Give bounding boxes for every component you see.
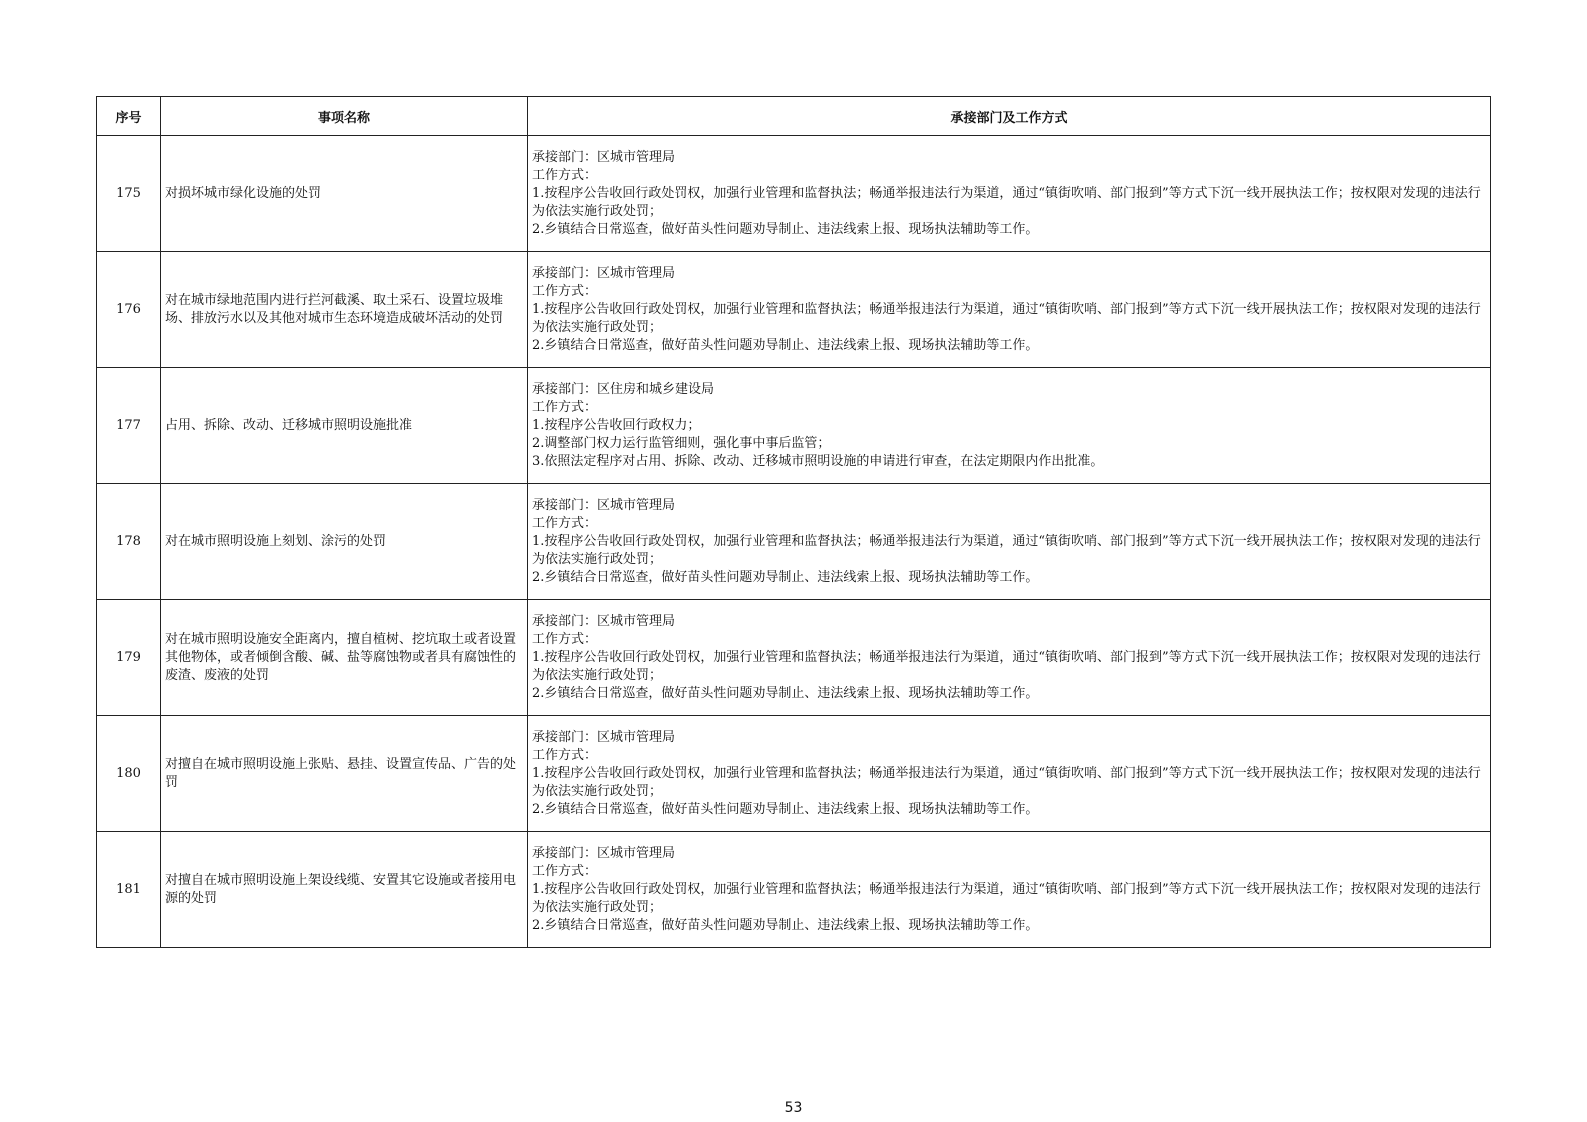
row-dept-method xyxy=(528,136,1491,252)
row-item-name: 对在城市照明设施安全距离内，擅自植树、挖坑取土或者设置其他物体，或者倾倒含酸、碱、盐等腐蚀物或者具有腐蚀性的废渣、废液的处罚 xyxy=(161,600,528,716)
detail-line: 2.乡镇结合日常巡查，做好苗头性问题劝导制止、违法线索上报、现场执法辅助等工作。 xyxy=(532,801,1039,817)
row-dept-method xyxy=(528,484,1491,600)
row-seq: 181 xyxy=(97,832,161,948)
table-row xyxy=(97,484,1491,600)
detail-line: 1.按程序公告收回行政处罚权，加强行业管理和监督执法；畅通举报违法行为渠道，通过“镇街吹哨、部门报到”等方式下沉一线开展执法工作；按权限对发现的违法行为依法实施行政处罚； xyxy=(532,533,1481,567)
detail-line: 1.按程序公告收回行政处罚权，加强行业管理和监督执法；畅通举报违法行为渠道，通过“镇街吹哨、部门报到”等方式下沉一线开展执法工作；按权限对发现的违法行为依法实施行政处罚； xyxy=(532,881,1481,915)
table-row xyxy=(97,832,1491,948)
row-seq: 176 xyxy=(97,252,161,368)
detail-line: 工作方式： xyxy=(532,747,598,763)
row-item-name: 对擅自在城市照明设施上张贴、悬挂、设置宣传品、广告的处罚 xyxy=(161,716,528,832)
detail-line: 2.乡镇结合日常巡查，做好苗头性问题劝导制止、违法线索上报、现场执法辅助等工作。 xyxy=(532,917,1039,933)
table-row xyxy=(97,136,1491,252)
detail-line: 1.按程序公告收回行政处罚权，加强行业管理和监督执法；畅通举报违法行为渠道，通过“镇街吹哨、部门报到”等方式下沉一线开展执法工作；按权限对发现的违法行为依法实施行政处罚； xyxy=(532,301,1481,335)
detail-line: 1.按程序公告收回行政处罚权，加强行业管理和监督执法；畅通举报违法行为渠道，通过“镇街吹哨、部门报到”等方式下沉一线开展执法工作；按权限对发现的违法行为依法实施行政处罚； xyxy=(532,185,1481,219)
detail-line: 2.乡镇结合日常巡查，做好苗头性问题劝导制止、违法线索上报、现场执法辅助等工作。 xyxy=(532,685,1039,701)
detail-line: 承接部门：区城市管理局 xyxy=(532,613,676,629)
row-dept-method xyxy=(528,252,1491,368)
detail-line: 2.乡镇结合日常巡查，做好苗头性问题劝导制止、违法线索上报、现场执法辅助等工作。 xyxy=(532,337,1039,353)
row-item-name: 对在城市照明设施上刻划、涂污的处罚 xyxy=(161,484,528,600)
header-dept-method: 承接部门及工作方式 xyxy=(528,97,1491,136)
row-dept-method xyxy=(528,368,1491,484)
detail-line: 工作方式： xyxy=(532,863,598,879)
header-item-name: 事项名称 xyxy=(161,97,528,136)
detail-line: 工作方式： xyxy=(532,283,598,299)
row-item-name: 占用、拆除、改动、迁移城市照明设施批准 xyxy=(161,368,528,484)
table-header-row xyxy=(97,97,1491,136)
row-item-name: 对损坏城市绿化设施的处罚 xyxy=(161,136,528,252)
detail-line: 2.调整部门权力运行监管细则，强化事中事后监管； xyxy=(532,435,831,451)
table-row xyxy=(97,368,1491,484)
row-item-name: 对擅自在城市照明设施上架设线缆、安置其它设施或者接用电源的处罚 xyxy=(161,832,528,948)
row-dept-method xyxy=(528,600,1491,716)
table-row xyxy=(97,252,1491,368)
row-seq: 180 xyxy=(97,716,161,832)
detail-line: 3.依照法定程序对占用、拆除、改动、迁移城市照明设施的申请进行审查，在法定期限内作出批准。 xyxy=(532,453,1104,469)
detail-line: 2.乡镇结合日常巡查，做好苗头性问题劝导制止、违法线索上报、现场执法辅助等工作。 xyxy=(532,221,1039,237)
detail-line: 工作方式： xyxy=(532,167,598,183)
detail-line: 工作方式： xyxy=(532,515,598,531)
detail-line: 承接部门：区城市管理局 xyxy=(532,265,676,281)
table-row xyxy=(97,600,1491,716)
detail-line: 1.按程序公告收回行政处罚权，加强行业管理和监督执法；畅通举报违法行为渠道，通过“镇街吹哨、部门报到”等方式下沉一线开展执法工作；按权限对发现的违法行为依法实施行政处罚； xyxy=(532,765,1481,799)
detail-line: 工作方式： xyxy=(532,631,598,647)
row-seq: 177 xyxy=(97,368,161,484)
detail-line: 2.乡镇结合日常巡查，做好苗头性问题劝导制止、违法线索上报、现场执法辅助等工作。 xyxy=(532,569,1039,585)
service-items-table xyxy=(96,96,1491,948)
row-seq: 175 xyxy=(97,136,161,252)
row-item-name: 对在城市绿地范围内进行拦河截溪、取土采石、设置垃圾堆场、排放污水以及其他对城市生态环境造成破坏活动的处罚 xyxy=(161,252,528,368)
detail-line: 承接部门：区城市管理局 xyxy=(532,497,676,513)
detail-line: 1.按程序公告收回行政权力； xyxy=(532,417,701,433)
row-dept-method xyxy=(528,832,1491,948)
detail-line: 工作方式： xyxy=(532,399,598,415)
header-seq: 序号 xyxy=(97,97,161,136)
row-seq: 179 xyxy=(97,600,161,716)
detail-line: 承接部门：区城市管理局 xyxy=(532,845,676,861)
detail-line: 承接部门：区城市管理局 xyxy=(532,149,676,165)
detail-line: 1.按程序公告收回行政处罚权，加强行业管理和监督执法；畅通举报违法行为渠道，通过“镇街吹哨、部门报到”等方式下沉一线开展执法工作；按权限对发现的违法行为依法实施行政处罚； xyxy=(532,649,1481,683)
detail-line: 承接部门：区城市管理局 xyxy=(532,729,676,745)
row-seq: 178 xyxy=(97,484,161,600)
table-row xyxy=(97,716,1491,832)
row-dept-method xyxy=(528,716,1491,832)
page-number: 53 xyxy=(784,1100,803,1116)
detail-line: 承接部门：区住房和城乡建设局 xyxy=(532,381,715,397)
